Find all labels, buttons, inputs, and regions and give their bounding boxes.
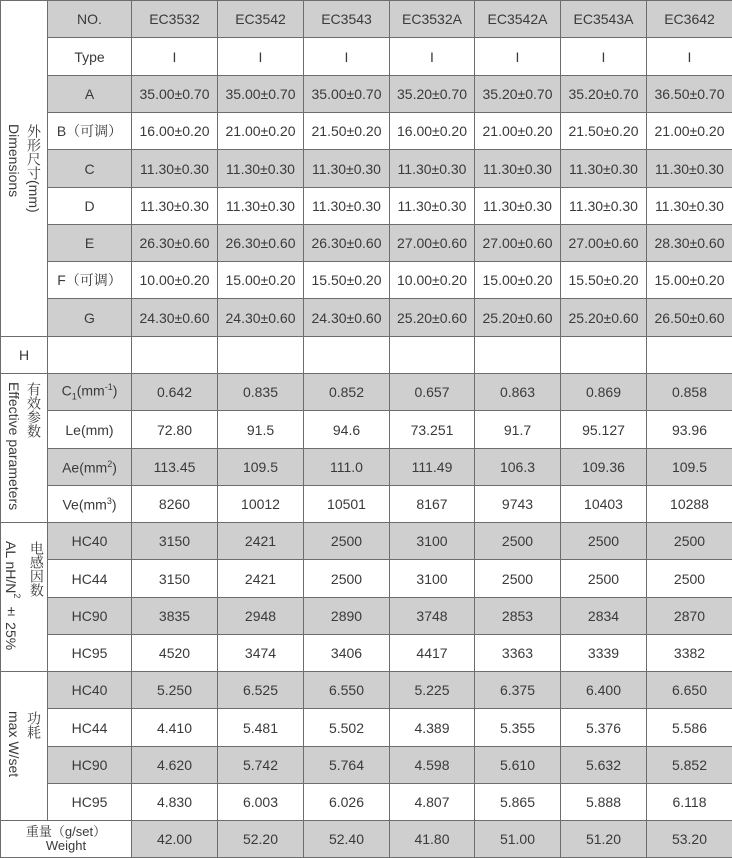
- value-cell: 4.410: [132, 709, 218, 747]
- c1-label-end: ): [113, 383, 118, 399]
- row-al-hc40: [1, 523, 732, 560]
- value-cell: 0.657: [390, 374, 475, 411]
- value-cell: 24.30±0.60: [218, 299, 304, 337]
- row-label: HC44: [48, 560, 132, 598]
- value-cell: 5.225: [390, 672, 475, 709]
- row-al-hc44: [1, 560, 732, 598]
- row-h: [1, 337, 732, 374]
- value-cell: [304, 337, 390, 374]
- value-cell: 5.632: [561, 747, 647, 784]
- value-cell: 25.20±0.60: [475, 299, 561, 337]
- value-cell: I: [647, 38, 732, 76]
- value-cell: 5.888: [561, 784, 647, 821]
- value-cell: 5.610: [475, 747, 561, 784]
- value-cell: 10.00±0.20: [390, 262, 475, 299]
- value-cell: 52.40: [304, 821, 390, 858]
- row-c: [1, 150, 732, 188]
- value-cell: 0.869: [561, 374, 647, 411]
- value-cell: 2500: [647, 560, 732, 598]
- value-cell: 11.30±0.30: [304, 188, 390, 225]
- value-cell: 4.830: [132, 784, 218, 821]
- value-cell: 15.00±0.20: [218, 262, 304, 299]
- value-cell: 35.20±0.70: [475, 76, 561, 113]
- value-cell: 6.026: [304, 784, 390, 821]
- value-cell: 42.00: [132, 821, 218, 858]
- ae-label-sup: 2: [107, 459, 112, 469]
- value-cell: 93.96: [647, 411, 732, 449]
- weight-label-en: Weight: [1, 839, 131, 853]
- value-cell: 26.30±0.60: [132, 225, 218, 262]
- value-cell: 8167: [390, 486, 475, 523]
- group-inductance-zh: 电感因数: [28, 541, 46, 597]
- value-cell: 3835: [132, 598, 218, 635]
- value-cell: 106.3: [475, 449, 561, 486]
- row-al-hc95: [1, 635, 732, 672]
- value-cell: 8260: [132, 486, 218, 523]
- row-type: [1, 38, 732, 76]
- value-cell: 21.00±0.20: [475, 113, 561, 150]
- row-label: HC90: [48, 598, 132, 635]
- value-cell: 5.376: [561, 709, 647, 747]
- value-cell: 11.30±0.30: [218, 188, 304, 225]
- value-cell: 2890: [304, 598, 390, 635]
- row-label: F（可调）: [48, 262, 132, 299]
- value-cell: 95.127: [561, 411, 647, 449]
- value-cell: 2834: [561, 598, 647, 635]
- row-label: G: [48, 299, 132, 337]
- header-model: EC3542A: [475, 1, 561, 38]
- row-label: HC44: [48, 709, 132, 747]
- header-model: EC3532A: [390, 1, 475, 38]
- value-cell: 21.50±0.20: [304, 113, 390, 150]
- value-cell: I: [304, 38, 390, 76]
- row-label: H: [1, 337, 48, 374]
- value-cell: 11.30±0.30: [132, 188, 218, 225]
- value-cell: 3406: [304, 635, 390, 672]
- value-cell: 16.00±0.20: [390, 113, 475, 150]
- ve-label-end: ): [112, 496, 117, 512]
- value-cell: 3100: [390, 560, 475, 598]
- value-cell: 4.598: [390, 747, 475, 784]
- row-label: Type: [48, 38, 132, 76]
- group-power-en: max W/set: [5, 711, 23, 777]
- value-cell: I: [218, 38, 304, 76]
- value-cell: I: [390, 38, 475, 76]
- value-cell: 3382: [647, 635, 732, 672]
- value-cell: 2421: [218, 560, 304, 598]
- value-cell: 10.00±0.20: [132, 262, 218, 299]
- row-label: HC95: [48, 635, 132, 672]
- group-power-zh: 功耗: [25, 711, 43, 739]
- value-cell: 10288: [647, 486, 732, 523]
- c1-label-rest: (mm: [77, 383, 105, 399]
- value-cell: 5.865: [475, 784, 561, 821]
- row-pw-hc40: [1, 672, 732, 709]
- row-pw-hc95: [1, 784, 732, 821]
- group-effective: [1, 374, 48, 523]
- group-inductance-en-suffix: ± 25%: [3, 598, 19, 650]
- value-cell: 73.251: [390, 411, 475, 449]
- header-model: EC3642: [647, 1, 732, 38]
- row-label: D: [48, 188, 132, 225]
- row-g: [1, 299, 732, 337]
- value-cell: 3150: [132, 560, 218, 598]
- value-cell: 24.30±0.60: [304, 299, 390, 337]
- value-cell: 109.5: [218, 449, 304, 486]
- value-cell: 2500: [561, 523, 647, 560]
- value-cell: [390, 337, 475, 374]
- weight-label-zh: 重量（g/set）: [1, 825, 131, 839]
- value-cell: 15.50±0.20: [304, 262, 390, 299]
- row-label: [48, 486, 132, 523]
- row-ae: [1, 449, 732, 486]
- value-cell: 6.525: [218, 672, 304, 709]
- value-cell: 5.481: [218, 709, 304, 747]
- value-cell: 6.550: [304, 672, 390, 709]
- value-cell: 2500: [304, 523, 390, 560]
- value-cell: 53.20: [647, 821, 732, 858]
- row-al-hc90: [1, 598, 732, 635]
- row-f: [1, 262, 732, 299]
- header-row: [1, 1, 732, 38]
- value-cell: 15.00±0.20: [647, 262, 732, 299]
- value-cell: 0.852: [304, 374, 390, 411]
- value-cell: 3748: [390, 598, 475, 635]
- value-cell: 5.764: [304, 747, 390, 784]
- value-cell: [48, 337, 132, 374]
- value-cell: 41.80: [390, 821, 475, 858]
- group-inductance-en-sup: 2: [12, 593, 22, 598]
- header-model: EC3542: [218, 1, 304, 38]
- value-cell: 0.642: [132, 374, 218, 411]
- row-pw-hc90: [1, 747, 732, 784]
- value-cell: [132, 337, 218, 374]
- value-cell: 5.852: [647, 747, 732, 784]
- value-cell: 6.003: [218, 784, 304, 821]
- value-cell: 94.6: [304, 411, 390, 449]
- value-cell: 3100: [390, 523, 475, 560]
- group-dimensions-en: Dimensions: [5, 124, 23, 197]
- value-cell: 91.5: [218, 411, 304, 449]
- value-cell: 11.30±0.30: [475, 188, 561, 225]
- row-label: HC95: [48, 784, 132, 821]
- value-cell: 35.20±0.70: [561, 76, 647, 113]
- c1-label-sub: 1: [72, 392, 77, 402]
- value-cell: 11.30±0.30: [647, 150, 732, 188]
- value-cell: 11.30±0.30: [561, 150, 647, 188]
- row-label: C: [48, 150, 132, 188]
- value-cell: 4.389: [390, 709, 475, 747]
- value-cell: 4.807: [390, 784, 475, 821]
- value-cell: 2853: [475, 598, 561, 635]
- row-a: [1, 76, 732, 113]
- group-effective-en: Effective parameters: [5, 382, 23, 510]
- row-label: HC40: [48, 672, 132, 709]
- value-cell: 2870: [647, 598, 732, 635]
- header-model: EC3543: [304, 1, 390, 38]
- value-cell: 5.586: [647, 709, 732, 747]
- value-cell: 27.00±0.60: [561, 225, 647, 262]
- value-cell: 11.30±0.30: [561, 188, 647, 225]
- value-cell: 109.36: [561, 449, 647, 486]
- value-cell: 27.00±0.60: [390, 225, 475, 262]
- value-cell: 4520: [132, 635, 218, 672]
- row-c1: [1, 374, 732, 411]
- value-cell: 6.400: [561, 672, 647, 709]
- value-cell: 35.20±0.70: [390, 76, 475, 113]
- row-label: HC40: [48, 523, 132, 560]
- value-cell: 91.7: [475, 411, 561, 449]
- value-cell: 6.650: [647, 672, 732, 709]
- value-cell: 0.835: [218, 374, 304, 411]
- value-cell: 35.00±0.70: [218, 76, 304, 113]
- value-cell: 24.30±0.60: [132, 299, 218, 337]
- row-label: E: [48, 225, 132, 262]
- row-label: B（可调）: [48, 113, 132, 150]
- value-cell: 26.50±0.60: [647, 299, 732, 337]
- row-label: A: [48, 76, 132, 113]
- c1-label-sup: -1: [105, 382, 113, 392]
- group-dimensions-zh: 外形尺寸(mm): [25, 124, 43, 213]
- value-cell: 27.00±0.60: [475, 225, 561, 262]
- row-label: HC90: [48, 747, 132, 784]
- value-cell: 52.20: [218, 821, 304, 858]
- value-cell: 11.30±0.30: [390, 188, 475, 225]
- value-cell: 5.502: [304, 709, 390, 747]
- value-cell: 15.50±0.20: [561, 262, 647, 299]
- group-inductance-en-prefix: AL nH/N: [3, 541, 19, 593]
- value-cell: 3474: [218, 635, 304, 672]
- value-cell: 21.00±0.20: [647, 113, 732, 150]
- value-cell: 6.118: [647, 784, 732, 821]
- value-cell: 16.00±0.20: [132, 113, 218, 150]
- value-cell: 0.863: [475, 374, 561, 411]
- row-le: [1, 411, 732, 449]
- value-cell: 2421: [218, 523, 304, 560]
- header-model: EC3543A: [561, 1, 647, 38]
- value-cell: 0.858: [647, 374, 732, 411]
- value-cell: 51.20: [561, 821, 647, 858]
- ve-label-main: Ve(mm: [62, 496, 106, 512]
- group-power: [1, 672, 48, 821]
- value-cell: 2500: [304, 560, 390, 598]
- value-cell: 11.30±0.30: [304, 150, 390, 188]
- value-cell: 21.00±0.20: [218, 113, 304, 150]
- group-inductance: [1, 523, 48, 672]
- value-cell: I: [475, 38, 561, 76]
- value-cell: 25.20±0.60: [390, 299, 475, 337]
- row-label: Le(mm): [48, 411, 132, 449]
- row-label: [48, 374, 132, 411]
- value-cell: 10012: [218, 486, 304, 523]
- ae-label-main: Ae(mm: [62, 459, 107, 475]
- ae-label-end: ): [112, 459, 117, 475]
- value-cell: 26.30±0.60: [218, 225, 304, 262]
- value-cell: 6.375: [475, 672, 561, 709]
- row-pw-hc44: [1, 709, 732, 747]
- group-inductance-en: [2, 541, 26, 650]
- value-cell: 11.30±0.30: [390, 150, 475, 188]
- header-model: EC3532: [132, 1, 218, 38]
- value-cell: 3339: [561, 635, 647, 672]
- value-cell: 2500: [561, 560, 647, 598]
- value-cell: 28.30±0.60: [647, 225, 732, 262]
- value-cell: [218, 337, 304, 374]
- header-no-label: NO.: [48, 1, 132, 38]
- value-cell: 25.20±0.60: [561, 299, 647, 337]
- value-cell: 4417: [390, 635, 475, 672]
- group-effective-zh: 有效参数: [25, 382, 43, 438]
- value-cell: I: [132, 38, 218, 76]
- value-cell: 11.30±0.30: [218, 150, 304, 188]
- row-weight: [1, 821, 732, 858]
- value-cell: 35.00±0.70: [304, 76, 390, 113]
- value-cell: 2500: [475, 523, 561, 560]
- row-b: [1, 113, 732, 150]
- value-cell: 2500: [647, 523, 732, 560]
- value-cell: I: [561, 38, 647, 76]
- value-cell: 113.45: [132, 449, 218, 486]
- value-cell: 72.80: [132, 411, 218, 449]
- value-cell: 2948: [218, 598, 304, 635]
- value-cell: 10403: [561, 486, 647, 523]
- value-cell: 15.00±0.20: [475, 262, 561, 299]
- value-cell: 3150: [132, 523, 218, 560]
- value-cell: 51.00: [475, 821, 561, 858]
- value-cell: 11.30±0.30: [475, 150, 561, 188]
- row-ve: [1, 486, 732, 523]
- row-e: [1, 225, 732, 262]
- value-cell: 4.620: [132, 747, 218, 784]
- value-cell: 26.30±0.60: [304, 225, 390, 262]
- value-cell: 35.00±0.70: [132, 76, 218, 113]
- value-cell: 10501: [304, 486, 390, 523]
- value-cell: 5.355: [475, 709, 561, 747]
- value-cell: 11.30±0.30: [132, 150, 218, 188]
- group-dimensions: [1, 1, 48, 337]
- value-cell: 109.5: [647, 449, 732, 486]
- value-cell: 11.30±0.30: [647, 188, 732, 225]
- row-label: [48, 449, 132, 486]
- ve-label-sup: 3: [107, 496, 112, 506]
- c1-label-main: C: [62, 383, 72, 399]
- value-cell: 2500: [475, 560, 561, 598]
- value-cell: [475, 337, 561, 374]
- value-cell: [561, 337, 647, 374]
- value-cell: 9743: [475, 486, 561, 523]
- row-d: [1, 188, 732, 225]
- value-cell: 36.50±0.70: [647, 76, 732, 113]
- value-cell: 5.742: [218, 747, 304, 784]
- value-cell: 111.0: [304, 449, 390, 486]
- value-cell: 5.250: [132, 672, 218, 709]
- value-cell: 21.50±0.20: [561, 113, 647, 150]
- value-cell: 3363: [475, 635, 561, 672]
- weight-label: [1, 821, 132, 858]
- value-cell: 111.49: [390, 449, 475, 486]
